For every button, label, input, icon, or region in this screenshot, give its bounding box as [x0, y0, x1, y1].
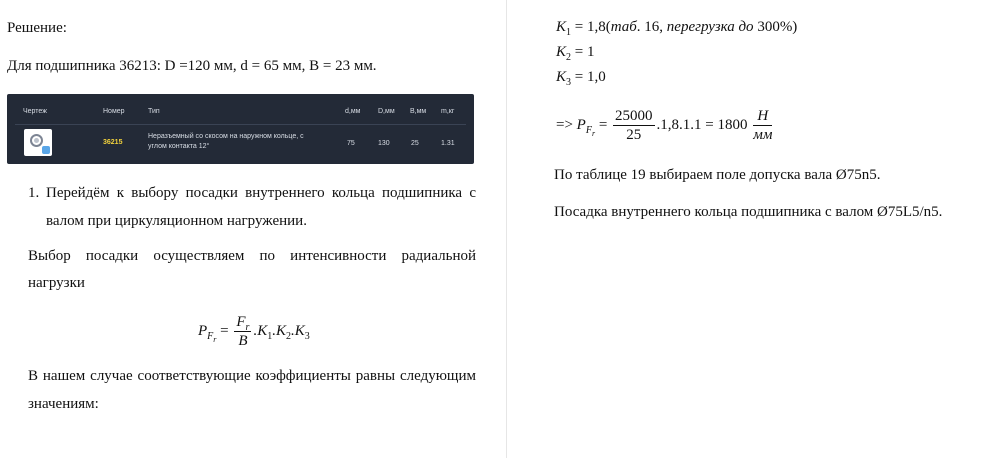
k1-symbol: K	[556, 19, 567, 35]
value-d: 75	[347, 140, 355, 147]
calc-unit-num: Н	[757, 108, 769, 124]
bearing-type-line2: углом контакта 12°	[148, 143, 210, 150]
bearing-bore-icon	[34, 138, 39, 143]
formula-fraction	[234, 313, 251, 350]
calc-p-subsub: r	[591, 128, 596, 138]
formula-k1: .K	[253, 322, 268, 339]
calc-arrow: =>	[556, 116, 577, 133]
bearing-number[interactable]: 36215	[103, 139, 123, 146]
k1-note-overload: перегрузка до	[666, 19, 754, 35]
header-number: Номер	[103, 108, 125, 115]
formula-p: P	[198, 322, 208, 339]
formula-p-sub: F	[207, 330, 214, 342]
formula-p-subsub: r	[213, 334, 217, 344]
header-d: d,мм	[345, 108, 361, 115]
k1-note-table: таб	[610, 19, 637, 35]
load-calculation	[556, 107, 774, 144]
header-type: Тип	[148, 108, 160, 115]
formula-k2: .K	[272, 322, 286, 339]
value-m: 1.31	[441, 140, 455, 147]
calc-fraction	[613, 107, 655, 144]
tolerance-line: По таблице 19 выбираем поле допуска вала Ø75n5.	[554, 167, 881, 183]
calc-unit	[753, 107, 772, 144]
header-m: m,кг	[441, 108, 455, 115]
item1-line2: валом при циркуляционном нагружении.	[46, 213, 307, 229]
right-column	[508, 0, 1000, 458]
header-D: D,мм	[378, 108, 395, 115]
value-B: 25	[411, 140, 419, 147]
k2-line	[556, 44, 594, 61]
table-divider	[15, 124, 466, 125]
load-intensity-formula	[198, 313, 310, 350]
bearing-drawing-thumbnail[interactable]	[24, 129, 52, 156]
fit-line: Посадка внутреннего кольца подшипника с валом Ø75L5/n5.	[554, 204, 943, 220]
zoom-icon	[42, 146, 50, 154]
value-D: 130	[378, 140, 390, 147]
header-drawing: Чертеж	[23, 108, 47, 115]
solution-heading: Решение:	[7, 20, 67, 36]
k1-note-mid: . 16,	[636, 19, 667, 35]
k3-line	[556, 69, 606, 86]
k1-note-tail: 300%)	[753, 19, 798, 35]
calc-p: P	[576, 116, 586, 133]
k3-symbol: K	[556, 69, 567, 85]
column-divider	[506, 0, 507, 458]
item1-line1: Перейдём к выбору посадки внутреннего кольца подшипника с	[46, 185, 476, 201]
bearing-type-line1: Неразъемный со скосом на наружном кольце, с	[148, 133, 304, 140]
formula-k2-sub: 2	[285, 330, 291, 342]
k2-symbol: K	[556, 44, 567, 60]
k2-value: = 1	[571, 44, 595, 60]
k3-sub: 3	[566, 77, 572, 88]
k1-sub: 1	[566, 27, 572, 38]
calc-den: 25	[626, 127, 642, 143]
para3-line1: В нашем случае соответствующие коэффициенты равны следующим	[28, 368, 476, 384]
calc-unit-den: мм	[753, 127, 773, 143]
k1-line	[556, 19, 797, 36]
formula-k1-sub: 1	[267, 330, 273, 342]
list-item-number: 1.	[28, 185, 40, 201]
bearing-table	[7, 94, 474, 164]
k2-sub: 2	[566, 52, 572, 63]
formula-k3-sub: 3	[304, 330, 310, 342]
formula-eq: =	[220, 322, 229, 339]
calc-eq: =	[595, 116, 612, 133]
para2-line2: нагрузки	[28, 275, 85, 291]
formula-den: B	[238, 333, 248, 349]
formula-k3: .K	[290, 322, 305, 339]
formula-num: F	[236, 314, 246, 330]
para2-line1: Выбор посадки осуществляем по интенсивности радиальной	[28, 248, 476, 264]
calc-rest: .1,8.1.1 = 1800	[656, 116, 748, 133]
calc-num: 25000	[615, 108, 653, 124]
para3-line2: значениям:	[28, 396, 99, 412]
bearing-dimensions: Для подшипника 36213: D =120 мм, d = 65 мм, B = 23 мм.	[7, 58, 377, 74]
k1-value: = 1,8(	[571, 19, 611, 35]
k3-value: = 1,0	[571, 69, 606, 85]
formula-num-sub: r	[245, 322, 250, 333]
calc-p-sub: F	[585, 124, 592, 136]
header-B: B,мм	[410, 108, 427, 115]
